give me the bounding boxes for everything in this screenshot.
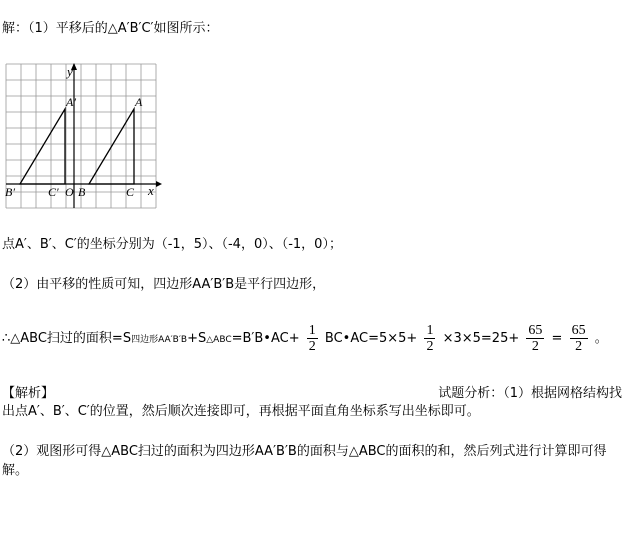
formula-sub-quad: 四边形AA′B′B	[131, 335, 188, 345]
analysis-part2-line2: 解。	[2, 463, 29, 478]
x-axis-label: x	[148, 183, 154, 198]
label-b: B	[78, 185, 86, 199]
area-formula	[2, 322, 608, 357]
label-a: A	[135, 95, 143, 109]
x-axis-arrow-icon	[156, 181, 162, 187]
label-c: C	[126, 185, 135, 199]
grid-svg	[2, 62, 162, 212]
parallelogram-statement: （2）由平移的性质可知，四边形AA′B′B是平行四边形，	[2, 277, 326, 292]
label-c-prime: C′	[48, 185, 59, 199]
formula-plus-s: +S	[187, 331, 207, 346]
triangle-a-prime-b-prime-c-prime	[20, 109, 65, 184]
solution-heading: 解：（1）平移后的△A′B′C′如图所示：	[2, 21, 219, 36]
fraction-4: $\frac{65}{2}$	[571, 323, 586, 354]
formula-sub-tri: △ABC	[206, 335, 232, 345]
coordinates-statement: 点A′、B′、C′的坐标分别为（-1，5）、（-4，0）、（-1，0）；	[2, 237, 342, 252]
analysis-line2: 出点A′、B′、C′的位置，然后顺次连接即可，再根据平面直角坐标系写出坐标即可。	[2, 404, 480, 419]
analysis-line1: 试题分析：（1）根据网格结构找	[438, 386, 622, 401]
fraction-2: $\frac{1}{2}$	[426, 323, 434, 354]
y-axis-label: y	[67, 64, 73, 79]
formula-eq1: =B′B•AC+	[231, 331, 300, 346]
label-b-prime: B′	[5, 185, 15, 199]
formula-prefix: ∴△ABC扫过的面积=S	[2, 331, 132, 346]
formula-end: 。	[594, 331, 608, 346]
formula-mid2: ×3×5=25+	[442, 331, 520, 346]
label-a-prime: A′	[66, 95, 76, 109]
formula-eq2: =	[551, 331, 563, 346]
analysis-part2-line1: （2）观图形可得△ABC扫过的面积为四边形AA′B′B的面积与△ABC的面积的和，然后列式进行计算即可得	[2, 444, 607, 459]
coordinate-figure	[2, 62, 162, 212]
fraction-1: $\frac{1}{2}$	[308, 323, 316, 354]
analysis-heading: 【解析】	[2, 386, 55, 401]
label-origin: O	[65, 185, 74, 199]
formula-mid1: BC•AC=5×5+	[324, 331, 418, 346]
fraction-3: $\frac{65}{2}$	[528, 323, 543, 354]
